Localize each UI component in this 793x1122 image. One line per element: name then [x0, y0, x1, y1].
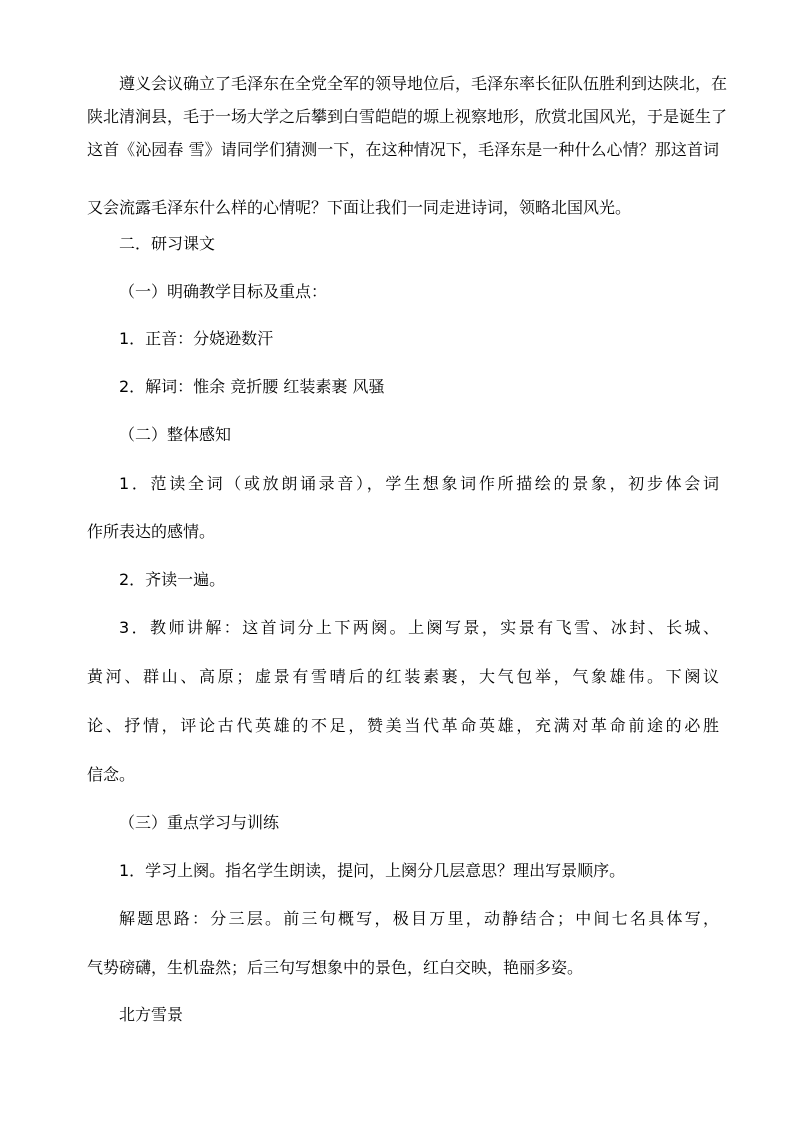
list-item: 1．学习上阕。指名学生朗读，提问，上阕分几层意思？理出写景顺序。 — [119, 861, 626, 880]
paragraph-line: 又会流露毛泽东什么样的心情呢？下面让我们一同走进诗词，领略北国风光。 — [87, 198, 632, 217]
list-item: 3．教师讲解：这首词分上下两阕。上阕写景，实景有飞雪、冰封、长城、 — [119, 618, 719, 637]
paragraph-line: 气势磅礴，生机盎然；后三句写想象中的景色，红白交映，艳丽多姿。 — [87, 958, 584, 977]
paragraph-line: 作所表达的感情。 — [87, 522, 216, 541]
section-heading: 二．研习课文 — [119, 234, 216, 253]
list-item: 2．解词：惟余 竞折腰 红装素裹 风骚 — [119, 377, 385, 396]
list-item: 1．正音：分娆逊数汗 — [119, 329, 274, 348]
paragraph-line: 信念。 — [87, 765, 136, 784]
list-item: 1．范读全词（或放朗诵录音），学生想象词作所描绘的景象，初步体会词 — [119, 474, 719, 493]
subsection-heading: （三）重点学习与训练 — [119, 813, 280, 832]
list-item: 2．齐读一遍。 — [119, 570, 226, 589]
paragraph-line: 解题思路：分三层。前三句概写，极目万里，动静结合；中间七名具体写， — [119, 909, 719, 928]
paragraph-line: 北方雪景 — [119, 1005, 184, 1024]
paragraph-line: 这首《沁园春 雪》请同学们猜测一下，在这种情况下，毛泽东是一种什么心情？那这首词 — [87, 140, 719, 159]
paragraph-line: 遵义会议确立了毛泽东在全党全军的领导地位后，毛泽东率长征队伍胜利到达陕北，在 — [119, 74, 728, 93]
subsection-heading: （一）明确教学目标及重点： — [119, 282, 328, 301]
subsection-heading: （二）整体感知 — [119, 425, 232, 444]
paragraph-line: 论、抒情，评论古代英雄的不足，赞美当代革命英雄，充满对革命前途的必胜 — [87, 716, 719, 735]
paragraph-line: 陕北清涧县，毛于一场大学之后攀到白雪皑皑的塬上视察地形，欣赏北国风光，于是诞生了 — [87, 107, 728, 126]
paragraph-line: 黄河、群山、高原；虚景有雪晴后的红装素裹，大气包举，气象雄伟。下阕议 — [87, 667, 719, 686]
